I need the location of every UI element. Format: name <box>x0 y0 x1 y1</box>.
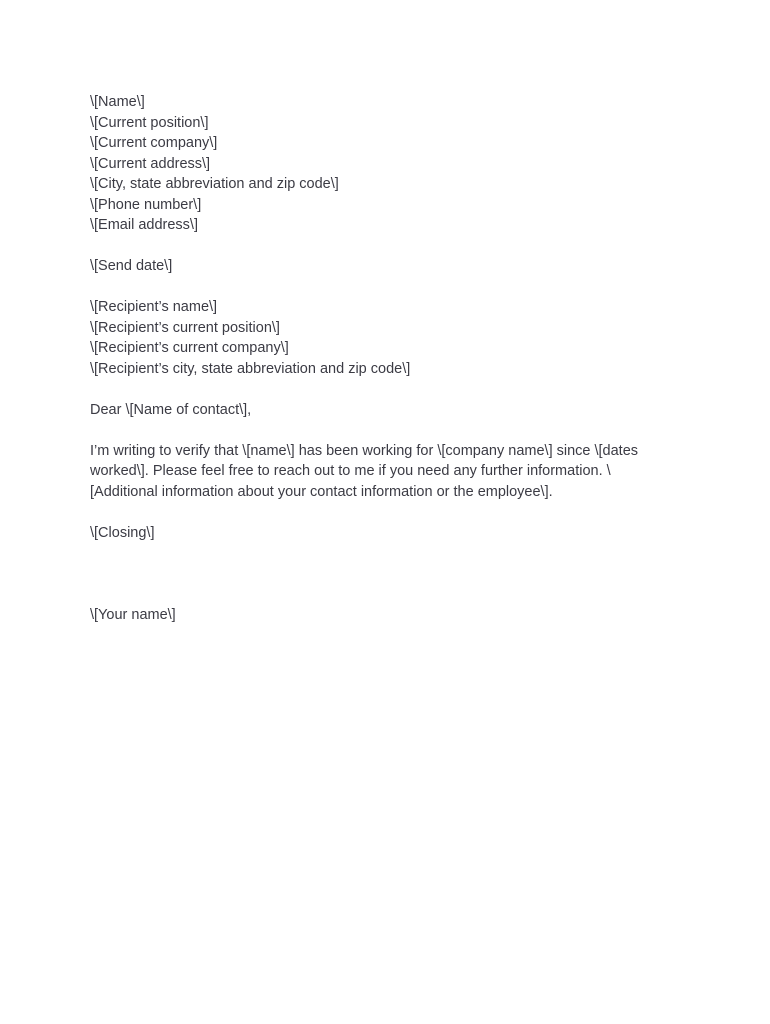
recipient-block <box>90 297 680 379</box>
sender-phone: \[Phone number\] <box>90 196 202 213</box>
recipient-position: \[Recipient’s current position\] <box>90 319 280 336</box>
recipient-name: \[Recipient’s name\] <box>90 299 218 315</box>
sender-block <box>90 92 680 236</box>
sender-name: \[Name\] <box>90 94 145 110</box>
signature-space <box>90 543 680 605</box>
body-paragraph <box>90 441 680 503</box>
body-line: worked\]. Please feel free to reach out to me if you need any further information. \ <box>90 463 611 479</box>
spacer <box>90 420 680 441</box>
salutation: Dear \[Name of contact\], <box>90 401 252 418</box>
recipient-company: \[Recipient’s current company\] <box>90 340 289 356</box>
recipient-city-state-zip: \[Recipient’s city, state abbreviation and zip code\] <box>90 360 411 377</box>
body-line: [Additional information about your contact information or the employee\]. <box>90 483 553 500</box>
sender-address: \[Current address\] <box>90 155 211 172</box>
closing: \[Closing\] <box>90 524 155 541</box>
sender-email: \[Email address\] <box>90 217 198 233</box>
spacer <box>90 502 680 523</box>
spacer <box>90 277 680 298</box>
send-date: \[Send date\] <box>90 258 173 274</box>
sender-position: \[Current position\] <box>90 114 209 131</box>
letter-content <box>90 92 680 625</box>
spacer <box>90 236 680 257</box>
sender-city-state-zip: \[City, state abbreviation and zip code\] <box>90 176 339 192</box>
spacer <box>90 379 680 400</box>
signature-name: \[Your name\] <box>90 606 176 623</box>
body-line: I’m writing to verify that \[name\] has been working for \[company name\] since \[dates <box>90 442 639 459</box>
sender-company: \[Current company\] <box>90 135 218 151</box>
